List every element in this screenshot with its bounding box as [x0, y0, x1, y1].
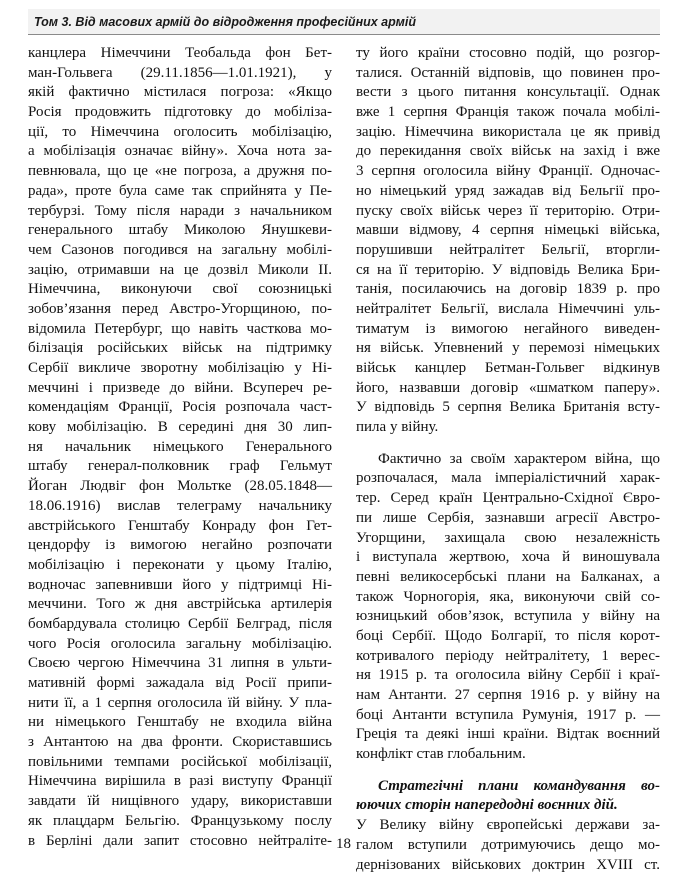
- text-line: мавши відмову, 4 серпня німецькі війська,: [356, 221, 660, 241]
- text-line: Йоган Людвіг фон Мольтке (28.05.1848—: [28, 477, 332, 497]
- text-line: Німеччина вирішила в разі виступу Франції: [28, 772, 332, 792]
- text-line: тербурзі. Тому після наради з начальником: [28, 202, 332, 222]
- text-line: 18.06.1916) вислав телеграму начальнику: [28, 497, 332, 517]
- text-line: меччини. Того ж дня австрійська артилерія: [28, 595, 332, 615]
- text-line: нейтралітет Бельгії, вислала Німеччині уль-: [356, 300, 660, 320]
- text-line: ту його країни стосовно подій, що розгор-: [356, 44, 660, 64]
- text-line: ції, то Німеччина оголосить мобілізацію,: [28, 123, 332, 143]
- text-line: Угорщини, захищала свою незалежність: [356, 529, 660, 549]
- text-line: Німеччина, виконуючи свої союзницькі: [28, 280, 332, 300]
- text-line: комендаціям Франції, Росія розпочала част-: [28, 398, 332, 418]
- section-heading: [356, 777, 660, 816]
- text-line: тиматум із вимогою негайного виведен-: [356, 320, 660, 340]
- running-header: Том 3. Від масових армій до відродження професійних армій: [28, 9, 660, 35]
- text-line: мобілізацію і переконати у цьому Італію,: [28, 556, 332, 576]
- text-line: австрійського Генштабу Конраду фон Гет-: [28, 517, 332, 537]
- text-line: якій фактично містилася погроза: «Якщо: [28, 83, 332, 103]
- paragraph-1: [356, 44, 660, 438]
- text-line: боці Антанти вступила Румунія, 1917 р. —: [356, 706, 660, 726]
- text-line: певні великосербські плани на Балканах, а: [356, 568, 660, 588]
- text-line: вести з цього питання консультації. Однак: [356, 83, 660, 103]
- text-line: чого Росія оголосила загальну мобілізацію.: [28, 635, 332, 655]
- text-line: відомила Петербург, що навіть часткова мо-: [28, 320, 332, 340]
- text-line: завдати їй нищівного удару, використавши: [28, 792, 332, 812]
- text-line: певнювала, що це «не погроза, а дружня по-: [28, 162, 332, 182]
- text-line: дернізованих військових доктрин XVIII ст.: [356, 856, 660, 875]
- text-line: 3 серпня оголосила війну Франції. Одночас-: [356, 162, 660, 182]
- text-line: бомбардувала столицю Сербії Белград, після: [28, 615, 332, 635]
- text-line: білізація російських військ на підтримку: [28, 339, 332, 359]
- text-line: тер. Серед країн Центрально-Східної Євро-: [356, 489, 660, 509]
- text-line: ся на її територію. У відповідь Велика Бри-: [356, 261, 660, 281]
- text-line: ня начальник німецького Генерального: [28, 438, 332, 458]
- text-line: талися. Останній відповів, що повинен про-: [356, 64, 660, 84]
- text-line: порушивши нейтралітет Бельгії, вторгли-: [356, 241, 660, 261]
- text-line: вже 1 серпня Франція також почала мобілі-: [356, 103, 660, 123]
- text-line: но німецький уряд зажадав від Бельгії про-: [356, 182, 660, 202]
- text-line: Своєю чергою Німеччина 31 липня в ульти-: [28, 654, 332, 674]
- text-line: і виступала жертвою, хоча й виношувала: [356, 548, 660, 568]
- text-line: військ канцлер Бетман-Гольвег відкинув: [356, 359, 660, 379]
- text-line: конфлікт став глобальним.: [356, 745, 660, 765]
- right-column: [356, 44, 660, 875]
- text-line: ни німецького Генштабу не входила війна: [28, 713, 332, 733]
- text-line: зобов’язання перед Австро-Угорщиною, по-: [28, 300, 332, 320]
- page-number: 18: [0, 835, 687, 853]
- text-line: чем Сазонов погодився на загальну мобілі-: [28, 241, 332, 261]
- text-line: повільними темпами російської мобілізації,: [28, 753, 332, 773]
- text-line: рада», проте була саме так сприйнята у Пе-: [28, 182, 332, 202]
- text-line: також Чорногорія, яка, виконуючи свій со-: [356, 588, 660, 608]
- text-line: з Антантою на два фронти. Скориставшись: [28, 733, 332, 753]
- text-line: як плацдарм Бельгію. Французькому послу: [28, 812, 332, 832]
- text-line: розпочалася, мала імперіалістичний харак-: [356, 469, 660, 489]
- text-line: водночас запевнивши його у підтримці Ні-: [28, 576, 332, 596]
- text-line: галом вступили дотримуючись дещо мо-: [356, 836, 660, 856]
- left-column: [28, 44, 332, 851]
- text-line: мативній формі зажадала від Росії припи-: [28, 674, 332, 694]
- text-line: ня військ. Упевнений у перемозі німецьких: [356, 339, 660, 359]
- text-line: кову мобілізацію. В середині дня 30 лип-: [28, 418, 332, 438]
- text-line: юзницький обов’язок, вступила у війну на: [356, 607, 660, 627]
- text-line: Фактично за своїм характером війна, що: [356, 450, 660, 470]
- text-line: котривалого періоду нейтралітету, 1 верес-: [356, 647, 660, 667]
- paragraph-2: [356, 450, 660, 765]
- text-line: а мобілізація означає війну». Хоча нота за-: [28, 142, 332, 162]
- text-line: нам Антанти. 27 серпня 1916 р. у війну на: [356, 686, 660, 706]
- text-line: в Берліні дали запит стосовно нейтраліте-: [28, 832, 332, 852]
- text-line: пуску своїх військ через її територію. Отри-: [356, 202, 660, 222]
- text-line: до перекидання своїх військ на захід і вже: [356, 142, 660, 162]
- text-line: пила у війну.: [356, 418, 660, 438]
- text-line: пи лише Сербія, зазнавши агресії Австро-: [356, 509, 660, 529]
- text-line: зацію, отримавши на це дозвіл Миколи II.: [28, 261, 332, 281]
- text-line: танія, посилаючись на договір 1839 р. про: [356, 280, 660, 300]
- text-line: меччині і призведе до війни. Всупереч ре-: [28, 379, 332, 399]
- text-line: У відповідь 5 серпня Велика Британія всту-: [356, 398, 660, 418]
- text-line: штабу генерал-полковник граф Гельмут: [28, 457, 332, 477]
- text-line: юючих сторін напередодні воєнних дій.: [356, 796, 660, 816]
- text-line: ня 1915 р. та оголосила війну Сербії і краї-: [356, 666, 660, 686]
- text-line: боці Сербії. Щодо Болгарії, то після корот-: [356, 627, 660, 647]
- text-line: канцлера Німеччини Теобальда фон Бет-: [28, 44, 332, 64]
- text-line: ман-Гольвега (29.11.1856—1.01.1921), у: [28, 64, 332, 84]
- paragraph-gap: [356, 765, 660, 777]
- text-line: У Велику війну європейські держави за-: [356, 816, 660, 836]
- text-line: генерального штабу Миколою Янушкеви-: [28, 221, 332, 241]
- text-line: Росія продовжить підготовку до мобіліза-: [28, 103, 332, 123]
- text-line: нити її, а 1 серпня оголосила їй війну. У пла-: [28, 694, 332, 714]
- text-line: Греція та деякі інші країни. Відтак воєнний: [356, 725, 660, 745]
- text-line: зацію. Німеччина використала це як привід: [356, 123, 660, 143]
- text-line: Стратегічні плани командування во-: [356, 777, 660, 797]
- text-line: його, назвавши договір «шматком паперу».: [356, 379, 660, 399]
- text-line: Сербії викличе зворотну мобілізацію у Ні-: [28, 359, 332, 379]
- text-line: цендорфу із вимогою негайно розпочати: [28, 536, 332, 556]
- paragraph-gap: [356, 438, 660, 450]
